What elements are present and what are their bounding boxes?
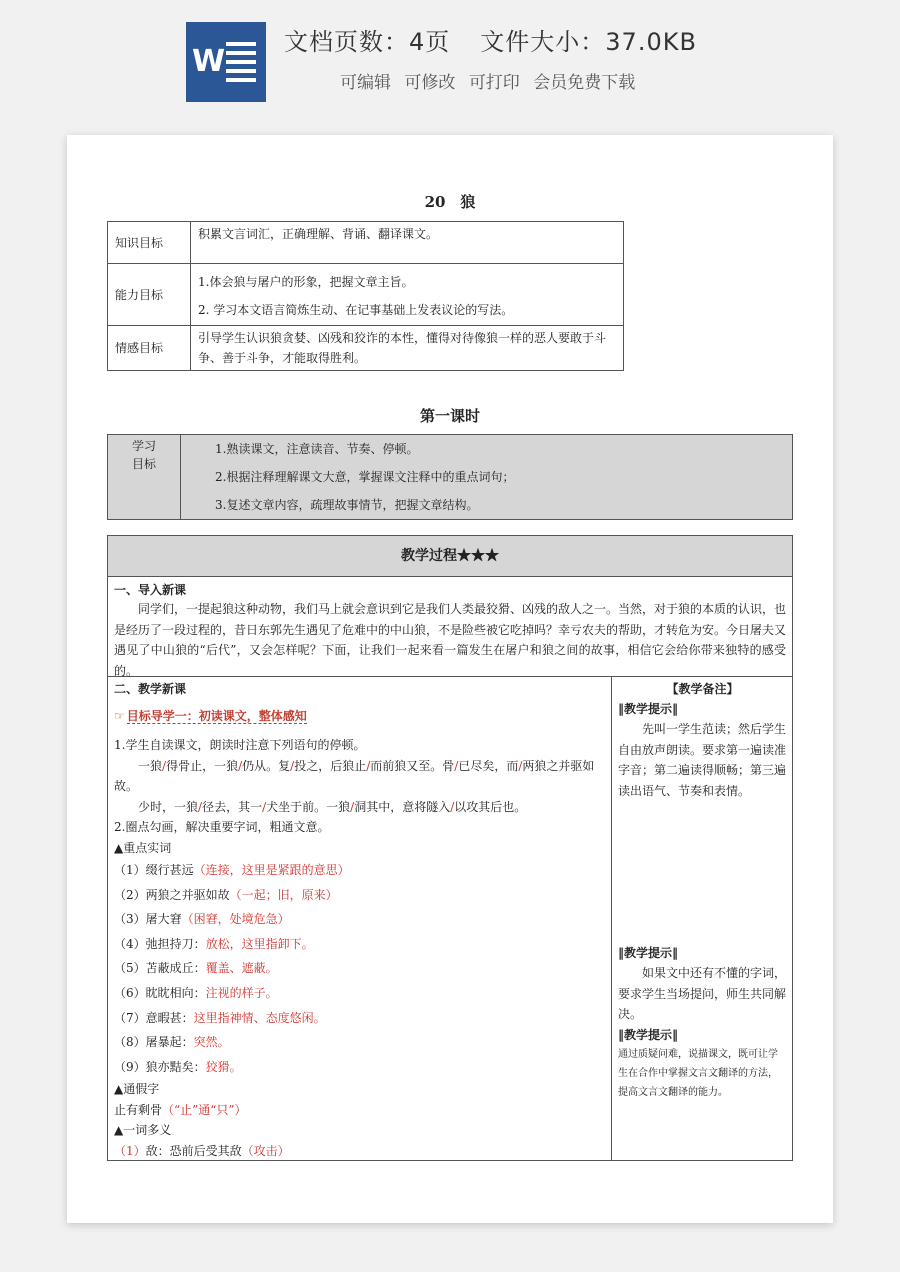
objective-label: 知识目标 <box>108 222 191 264</box>
file-info <box>284 22 697 57</box>
objective-text: 1.体会狼与屠户的形象，把握文章主旨。 <box>198 274 414 289</box>
feature-list <box>340 68 635 93</box>
vocab-title: ▲重点实词 <box>114 840 172 855</box>
pause-passage-1: 一狼/得骨止，一狼/仍从。复/投之，后狼止/而前狼又至。骨/已尽矣，而/两狼之并驱如故。 <box>114 758 595 793</box>
word-document-icon <box>186 22 266 102</box>
table-row <box>108 222 624 264</box>
study-goal: 3.复述文章内容，疏理故事情节，把握文章结构。 <box>215 498 479 512</box>
feature-printable: 可打印 <box>468 73 520 93</box>
document-page <box>67 135 833 1223</box>
objectives-table <box>107 221 624 371</box>
study-goal: 2.根据注释理解课文大意，掌握课文注释中的重点词句； <box>215 470 515 484</box>
hint-title: ‖教学提示‖ <box>618 702 679 716</box>
tongjia-title: ▲通假字 <box>114 1082 160 1097</box>
table-row <box>108 264 624 326</box>
list-item: （5）苫蔽成丘：覆盖、遮蔽。 <box>114 961 278 976</box>
vocab-list <box>114 858 605 1079</box>
teaching-process <box>107 535 793 1161</box>
list-item: （6）眈眈相向：注视的样子。 <box>114 985 278 1000</box>
study-goals-label <box>108 435 181 520</box>
objective-text: 积累文言词汇，正确理解、背诵、翻译课文。 <box>198 227 439 241</box>
list-item: （3）屠大窘（困窘，处境危急） <box>114 912 290 927</box>
process-header: 教学过程★★★ <box>108 536 792 577</box>
table-row <box>108 326 624 371</box>
hint-title: ‖教学提示‖ <box>618 946 679 960</box>
step-1: 1.学生自读课文，朗读时注意下列语句的停顿。 <box>114 738 366 752</box>
page-count: 文档页数：4页 <box>284 28 451 56</box>
study-goal: 1.熟读课文，注意读音、节奏、停顿。 <box>215 442 419 456</box>
study-goals-table <box>107 434 793 520</box>
intro-section <box>108 577 792 677</box>
section2-title: 二、教学新课 <box>114 682 187 696</box>
hint-title: ‖教学提示‖ <box>618 1027 679 1042</box>
notes-header: 【教学备注】 <box>666 682 739 696</box>
polysemy-item: （1）敌：恐前后受其敌（攻击） <box>114 1143 290 1158</box>
list-item: （2）两狼之并驱如故（一起；旧，原来） <box>114 887 338 902</box>
list-item: （8）屠暴起：突然。 <box>114 1035 230 1050</box>
lesson-title: 第一课时 <box>419 407 480 425</box>
lesson-content <box>108 677 612 1161</box>
polysemy-title: ▲一词多义 <box>114 1123 172 1138</box>
list-item: （7）意暇甚：这里指神情、态度悠闲。 <box>114 1010 326 1025</box>
intro-title: 一、导入新课 <box>114 583 187 597</box>
tongjia-item: 止有剩骨（“止”通“只”） <box>114 1102 247 1117</box>
objective-text: 2. 学习本文语言简炼生动、在记事基础上发表议论的写法。 <box>198 302 514 317</box>
guide-text: 目标导学一：初读课文，整体感知 <box>126 709 307 723</box>
objective-label: 能力目标 <box>108 264 191 326</box>
list-item: （9）狼亦黠矣：狡猾。 <box>114 1059 242 1074</box>
guide-heading <box>114 705 605 727</box>
intro-text: 同学们，一提起狼这种动物，我们马上就会意识到它是我们人类最狡猾、凶残的敌人之一。当然，对于狼的本质的认识，也是经历了一段过程的，昔日东郭先生遇见了危难中的中山狼，不是险些被它吃掉吗？幸亏农夫的帮助，才转危为安。今日屠夫又遇见了中山狼的“后代”，又会怎样呢？下面，让我们一起来看一篇发生在屠户和狼之间的故事，相信它会给你带来独特的感受的。 <box>114 602 787 678</box>
feature-member-download: 会员免费下载 <box>533 73 636 93</box>
pause-passage-2: 少时，一狼/径去，其一/犬坐于前。一狼/洞其中，意将隧入/以攻其后也。 <box>138 799 527 814</box>
feature-modifiable: 可修改 <box>404 73 456 93</box>
document-title: 20 狼 <box>424 193 476 211</box>
table-row <box>108 435 793 520</box>
lesson-body <box>108 677 792 1161</box>
feature-editable: 可编辑 <box>340 73 391 93</box>
list-item: （4）弛担持刀：放松，这里指卸下。 <box>114 936 314 951</box>
study-label-line: 目标 <box>131 457 156 471</box>
step-2: 2.圈点勾画，解决重要字词，粗通文意。 <box>114 820 330 834</box>
download-banner <box>0 0 900 120</box>
hint-text: 通过质疑问难，说描课文，既可让学生在合作中掌握文言文翻译的方法，提高文言文翻译的能力。 <box>618 1048 778 1098</box>
hint-text: 如果文中还有不懂的字词，要求学生当场提问，师生共同解决。 <box>618 966 787 1021</box>
study-label-line: 学习 <box>131 439 156 453</box>
objective-text: 引导学生认识狼贪婪、凶残和狡诈的本性，懂得对待像狼一样的恶人要敢于斗争、善于斗争，才能取得胜利。 <box>198 331 607 365</box>
hint-text: 先叫一学生范读；然后学生自由放声朗读。要求第一遍读准字音；第二遍读得顺畅；第三遍读出语气、节奏和表情。 <box>618 722 787 798</box>
word-icon-letter: W <box>192 44 226 79</box>
teaching-notes <box>613 677 792 1161</box>
list-item: （1）缀行甚远（连接，这里是紧跟的意思） <box>114 863 350 877</box>
file-size: 文件大小：37.0KB <box>480 28 697 56</box>
pointing-hand-icon: ☞ <box>114 709 125 723</box>
objective-label: 情感目标 <box>108 326 191 371</box>
